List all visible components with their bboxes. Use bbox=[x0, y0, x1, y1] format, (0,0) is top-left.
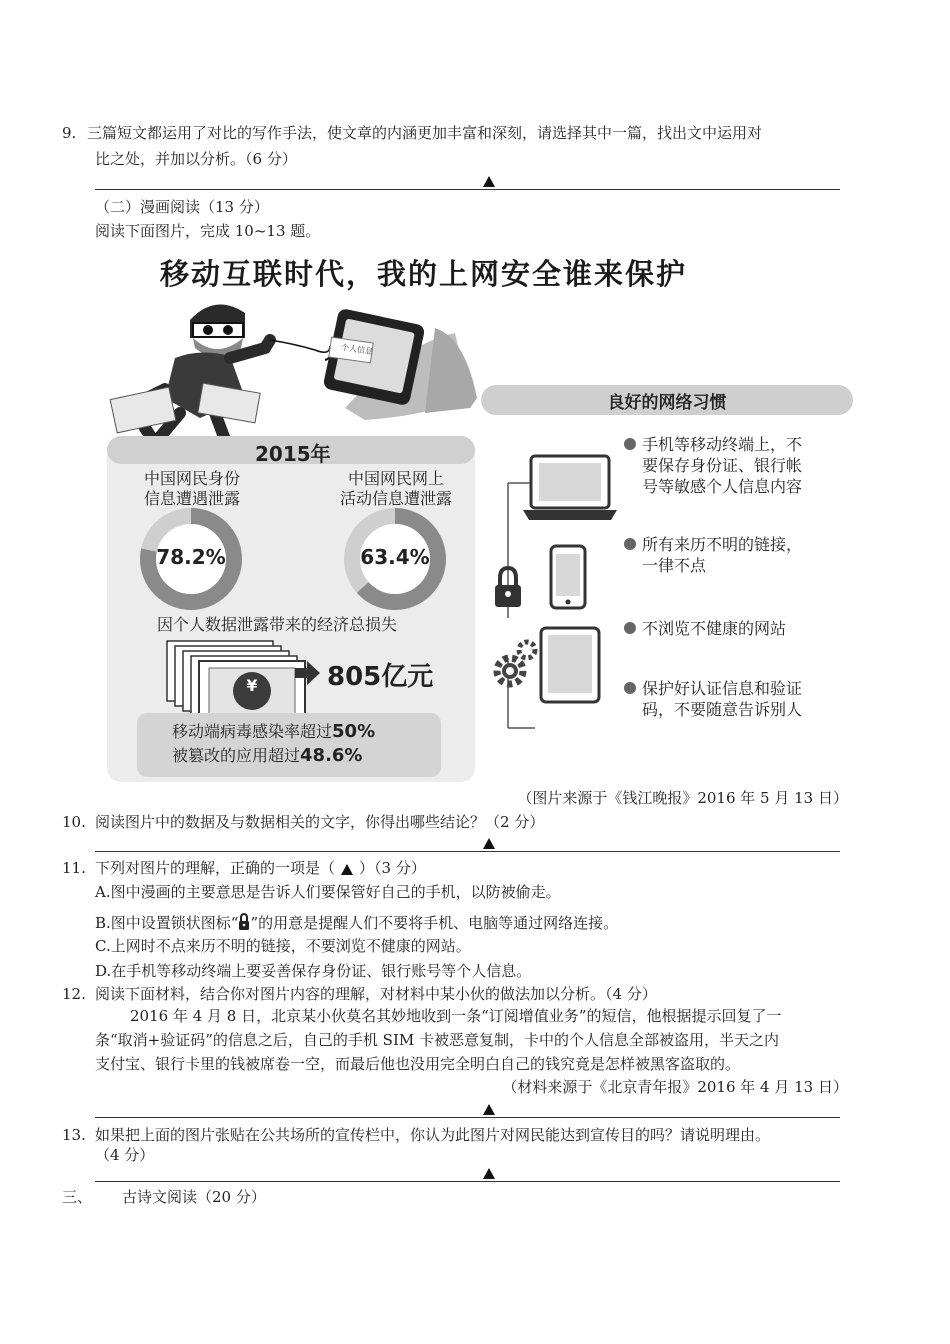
q9-text-line1: 三篇短文都运用了对比的写作手法，使文章的内涵更加丰富和深刻，请选择其中一篇，找出文中运用对 bbox=[87, 124, 763, 142]
q9-text-line2: 比之处，并加以分析。（6 分） bbox=[95, 150, 297, 168]
answer-marker-icon bbox=[483, 838, 495, 849]
q11-stem-after: ）（3 分） bbox=[359, 859, 426, 877]
answer-marker-icon bbox=[341, 864, 353, 875]
answer-line bbox=[95, 1181, 840, 1182]
thief-illustration bbox=[110, 304, 331, 458]
yen-icon: ¥ bbox=[246, 676, 258, 695]
q12-number: 12. bbox=[62, 985, 86, 1003]
habit-item bbox=[642, 678, 802, 720]
gear-icon bbox=[497, 642, 535, 684]
habits-title: 良好的网络习惯 bbox=[607, 393, 727, 413]
habit-1-line1: 手机等移动终端上，不 bbox=[642, 435, 803, 454]
smartphone-icon bbox=[551, 546, 585, 608]
habit-4-line2: 码，不要随意告诉别人 bbox=[642, 700, 803, 719]
stat2-value: 63.4% bbox=[360, 545, 430, 569]
answer-marker-icon bbox=[483, 1168, 495, 1179]
stat2-label bbox=[326, 469, 466, 509]
habit-2-line2: 一律不点 bbox=[642, 556, 707, 575]
virus-line2-text: 被篡改的应用超过 bbox=[172, 746, 301, 765]
stat1-label bbox=[137, 469, 247, 509]
answer-marker-icon bbox=[483, 176, 495, 187]
loss-value: 805亿元 bbox=[327, 662, 434, 692]
laptop-icon bbox=[523, 456, 617, 520]
habit-item bbox=[642, 434, 802, 497]
q12-material-line3: 支付宝、银行卡里的钱被席卷一空，而最后他也没用完全明白自己的钱究竟是怎样被黑客盗取的。 bbox=[95, 1055, 741, 1073]
habit-1-line2: 要保存身份证、银行帐 bbox=[642, 456, 803, 475]
stat1-value: 78.2% bbox=[156, 545, 226, 569]
hand-phone-illustration bbox=[322, 308, 477, 420]
phone-card-text: 个人信息 bbox=[340, 342, 374, 357]
answer-line bbox=[95, 851, 840, 852]
q12-source: （材料来源于《北京青年报》2016 年 4 月 13 日） bbox=[502, 1078, 848, 1096]
habit-2-line1: 所有来历不明的链接， bbox=[642, 535, 803, 554]
stat2-label-line1: 中国网民网上 bbox=[347, 469, 444, 488]
q12-material-line1: 2016 年 4 月 8 日，北京某小伙莫名其妙地收到一条“订阅增值业务”的短信，他根据提示回复了一 bbox=[130, 1007, 782, 1025]
infographic bbox=[105, 248, 857, 788]
q11-option-b bbox=[95, 912, 618, 933]
q12-text: 阅读下面材料，结合你对图片内容的理解，对材料中某小伙的做法加以分析。（4 分） bbox=[95, 985, 657, 1003]
habit-item bbox=[642, 618, 786, 639]
answer-line bbox=[95, 189, 840, 190]
stat2-label-line2: 活动信息遭泄露 bbox=[339, 489, 452, 508]
q11-option-b-after: ”的用意是提醒人们不要将手机、电脑等通过网络连接。 bbox=[250, 914, 619, 932]
virus-stats bbox=[172, 720, 375, 768]
q9-number: 9. bbox=[62, 124, 77, 142]
section2-instruction: 阅读下面图片，完成 10~13 题。 bbox=[95, 222, 321, 240]
q11-option-c: C.上网时不点来历不明的链接，不要浏览不健康的网站。 bbox=[95, 937, 471, 955]
q13-text-line2: （4 分） bbox=[95, 1146, 155, 1164]
infographic-source: （图片来源于《钱江晚报》2016 年 5 月 13 日） bbox=[517, 789, 848, 807]
q12-material-line2: 条“取消+验证码”的信息之后，自己的手机 SIM 卡被恶意复制，卡中的个人信息全部被盗用，半天之内 bbox=[95, 1031, 780, 1049]
money-stack-icon bbox=[167, 641, 305, 721]
q11-option-b-before: B.图中设置锁状图标“ bbox=[95, 914, 239, 932]
q11-stem-before: 下列对图片的理解，正确的一项是（ bbox=[95, 859, 336, 877]
q13-text-line1: 如果把上面的图片张贴在公共场所的宣传栏中，你认为此图片对网民能达到宣传目的吗？请说明理由。 bbox=[95, 1126, 771, 1144]
q10-text: 阅读图片中的数据及与数据相关的文字，你得出哪些结论？（2 分） bbox=[95, 813, 545, 831]
answer-line bbox=[95, 1117, 840, 1118]
stat1-label-line2: 信息遭遇泄露 bbox=[143, 489, 240, 508]
tablet-icon bbox=[541, 628, 599, 702]
habit-4-line1: 保护好认证信息和验证 bbox=[642, 679, 803, 698]
q13-number: 13. bbox=[62, 1126, 86, 1144]
q11-number: 11. bbox=[62, 859, 86, 877]
virus-line1-text: 移动端病毒感染率超过 bbox=[172, 722, 333, 741]
habit-1-line3: 号等敏感个人信息内容 bbox=[642, 477, 803, 496]
habit-3-line1: 不浏览不健康的网站 bbox=[642, 619, 787, 638]
loss-title: 因个人数据泄露带来的经济总损失 bbox=[157, 615, 398, 634]
section3-title: 古诗文阅读（20 分） bbox=[122, 1188, 266, 1206]
section2-title: （二）漫画阅读（13 分） bbox=[95, 198, 269, 216]
stat1-label-line1: 中国网民身份 bbox=[143, 469, 240, 488]
q11-option-d: D.在手机等移动终端上要妥善保存身份证、银行账号等个人信息。 bbox=[95, 962, 532, 980]
section3-number: 三、 bbox=[62, 1188, 93, 1206]
virus-line2-value: 48.6% bbox=[300, 745, 363, 766]
q10-number: 10. bbox=[62, 813, 86, 831]
answer-marker-icon bbox=[483, 1104, 495, 1115]
q11-stem bbox=[95, 858, 426, 878]
virus-line1-value: 50% bbox=[332, 721, 376, 742]
habit-item bbox=[642, 534, 802, 576]
q11-option-a: A.图中漫画的主要意思是告诉人们要保管好自己的手机，以防被偷走。 bbox=[95, 883, 561, 901]
infographic-headline: 移动互联时代，我的上网安全谁来保护 bbox=[160, 257, 688, 291]
year-banner: 2015年 bbox=[255, 442, 331, 466]
lock-icon bbox=[238, 912, 250, 932]
